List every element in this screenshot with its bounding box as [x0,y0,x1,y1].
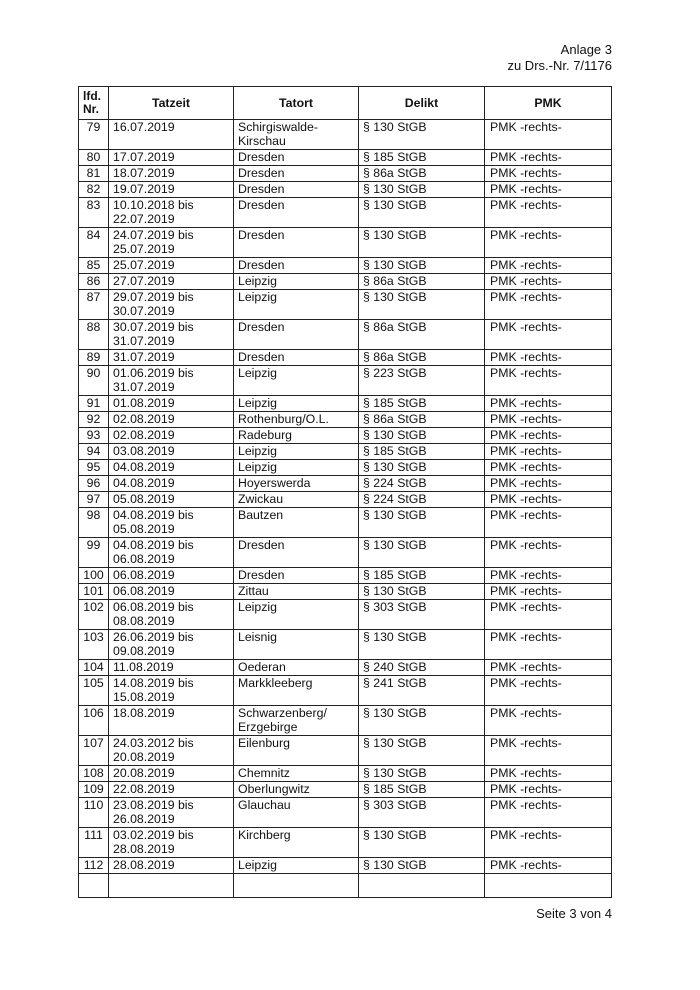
row-tatzeit: 31.07.2019 [109,350,234,366]
row-number: 82 [79,182,109,198]
row-pmk: PMK -rechts- [485,736,612,766]
row-pmk: PMK -rechts- [485,630,612,660]
row-tatzeit: 17.07.2019 [109,150,234,166]
table-row [79,412,612,428]
row-number: 104 [79,660,109,676]
row-tatzeit: 18.07.2019 [109,166,234,182]
empty-row [79,874,612,898]
table-row [79,660,612,676]
table-row [79,274,612,290]
row-tatort: Rothenburg/O.L. [234,412,359,428]
row-delikt: § 224 StGB [359,492,485,508]
row-number: 94 [79,444,109,460]
row-number: 91 [79,396,109,412]
row-pmk: PMK -rechts- [485,766,612,782]
row-number: 92 [79,412,109,428]
row-delikt: § 86a StGB [359,412,485,428]
row-delikt: § 130 StGB [359,120,485,150]
row-delikt: § 223 StGB [359,366,485,396]
row-tatzeit: 10.10.2018 bis 22.07.2019 [109,198,234,228]
row-tatzeit: 29.07.2019 bis 30.07.2019 [109,290,234,320]
row-number: 90 [79,366,109,396]
row-pmk: PMK -rechts- [485,706,612,736]
row-delikt: § 130 StGB [359,460,485,476]
row-tatzeit: 24.03.2012 bis 20.08.2019 [109,736,234,766]
row-tatort: Glauchau [234,798,359,828]
row-delikt: § 185 StGB [359,782,485,798]
table-row [79,492,612,508]
row-delikt: § 86a StGB [359,166,485,182]
row-number: 85 [79,258,109,274]
column-header-tatort: Tatort [234,87,359,120]
row-delikt: § 86a StGB [359,274,485,290]
row-number: 109 [79,782,109,798]
row-number: 96 [79,476,109,492]
empty-cell [79,874,109,898]
row-tatzeit: 01.08.2019 [109,396,234,412]
row-tatzeit: 02.08.2019 [109,412,234,428]
row-tatort: Chemnitz [234,766,359,782]
row-delikt: § 224 StGB [359,476,485,492]
row-pmk: PMK -rechts- [485,258,612,274]
empty-cell [109,874,234,898]
row-tatort: Oberlungwitz [234,782,359,798]
row-tatort: Leipzig [234,444,359,460]
table-row [79,706,612,736]
row-pmk: PMK -rechts- [485,782,612,798]
row-number: 103 [79,630,109,660]
row-delikt: § 130 StGB [359,766,485,782]
row-number: 100 [79,568,109,584]
table-row [79,350,612,366]
empty-cell [234,874,359,898]
column-header-pmk: PMK [485,87,612,120]
row-number: 79 [79,120,109,150]
row-pmk: PMK -rechts- [485,460,612,476]
row-tatzeit: 20.08.2019 [109,766,234,782]
row-number: 87 [79,290,109,320]
empty-cell [359,874,485,898]
row-pmk: PMK -rechts- [485,320,612,350]
row-tatzeit: 06.08.2019 [109,584,234,600]
row-tatort: Dresden [234,228,359,258]
row-tatort: Dresden [234,258,359,274]
row-tatzeit: 02.08.2019 [109,428,234,444]
table-row [79,630,612,660]
row-tatort: Zwickau [234,492,359,508]
row-delikt: § 130 StGB [359,706,485,736]
row-tatzeit: 04.08.2019 bis 05.08.2019 [109,508,234,538]
row-pmk: PMK -rechts- [485,228,612,258]
row-delikt: § 86a StGB [359,350,485,366]
row-pmk: PMK -rechts- [485,428,612,444]
row-tatzeit: 25.07.2019 [109,258,234,274]
print-number: zu Drs.-Nr. 7/1176 [507,58,612,73]
row-tatzeit: 01.06.2019 bis 31.07.2019 [109,366,234,396]
row-delikt: § 86a StGB [359,320,485,350]
table-row [79,198,612,228]
table-row [79,600,612,630]
row-delikt: § 130 StGB [359,858,485,874]
row-delikt: § 303 StGB [359,600,485,630]
row-delikt: § 185 StGB [359,444,485,460]
table-row [79,444,612,460]
row-number: 101 [79,584,109,600]
table-row [79,508,612,538]
row-tatort: Leipzig [234,858,359,874]
table-row [79,428,612,444]
row-tatort: Eilenburg [234,736,359,766]
table-row [79,782,612,798]
row-pmk: PMK -rechts- [485,476,612,492]
row-number: 106 [79,706,109,736]
row-pmk: PMK -rechts- [485,120,612,150]
row-tatort: Schwarzenberg/ Erzgebirge [234,706,359,736]
row-number: 108 [79,766,109,782]
row-pmk: PMK -rechts- [485,600,612,630]
table-row [79,320,612,350]
table-row [79,396,612,412]
row-number: 95 [79,460,109,476]
table-row [79,766,612,782]
row-pmk: PMK -rechts- [485,676,612,706]
table-header-row [79,87,612,120]
table-row [79,166,612,182]
row-number: 99 [79,538,109,568]
row-tatort: Bautzen [234,508,359,538]
row-pmk: PMK -rechts- [485,274,612,290]
row-number: 110 [79,798,109,828]
row-pmk: PMK -rechts- [485,584,612,600]
table-row [79,258,612,274]
table-row [79,290,612,320]
row-pmk: PMK -rechts- [485,166,612,182]
row-tatzeit: 19.07.2019 [109,182,234,198]
row-tatort: Leipzig [234,396,359,412]
row-tatort: Dresden [234,538,359,568]
row-delikt: § 130 StGB [359,828,485,858]
row-delikt: § 130 StGB [359,258,485,274]
row-pmk: PMK -rechts- [485,508,612,538]
table-row [79,828,612,858]
row-tatort: Schirgiswalde-Kirschau [234,120,359,150]
row-pmk: PMK -rechts- [485,568,612,584]
row-number: 88 [79,320,109,350]
row-pmk: PMK -rechts- [485,150,612,166]
row-tatort: Dresden [234,320,359,350]
row-delikt: § 130 StGB [359,584,485,600]
table-row [79,798,612,828]
row-pmk: PMK -rechts- [485,198,612,228]
row-number: 84 [79,228,109,258]
row-tatzeit: 24.07.2019 bis 25.07.2019 [109,228,234,258]
column-header-delikt: Delikt [359,87,485,120]
table-row [79,676,612,706]
row-pmk: PMK -rechts- [485,858,612,874]
document-reference [507,42,612,74]
row-delikt: § 130 StGB [359,228,485,258]
row-delikt: § 130 StGB [359,630,485,660]
row-number: 97 [79,492,109,508]
table-row [79,476,612,492]
row-number: 105 [79,676,109,706]
row-pmk: PMK -rechts- [485,538,612,568]
row-tatzeit: 23.08.2019 bis 26.08.2019 [109,798,234,828]
table-row [79,538,612,568]
row-pmk: PMK -rechts- [485,396,612,412]
row-tatzeit: 27.07.2019 [109,274,234,290]
table-row [79,736,612,766]
row-delikt: § 130 StGB [359,736,485,766]
row-tatort: Leipzig [234,290,359,320]
annex-label: Anlage 3 [560,42,612,57]
row-tatzeit: 30.07.2019 bis 31.07.2019 [109,320,234,350]
row-tatort: Leipzig [234,460,359,476]
column-header-tatzeit: Tatzeit [109,87,234,120]
row-delikt: § 130 StGB [359,508,485,538]
row-delikt: § 185 StGB [359,568,485,584]
row-tatort: Kirchberg [234,828,359,858]
row-tatzeit: 04.08.2019 [109,476,234,492]
row-delikt: § 130 StGB [359,538,485,568]
row-tatort: Leipzig [234,600,359,630]
row-delikt: § 130 StGB [359,182,485,198]
row-tatort: Dresden [234,198,359,228]
row-number: 89 [79,350,109,366]
row-number: 93 [79,428,109,444]
row-delikt: § 241 StGB [359,676,485,706]
row-delikt: § 240 StGB [359,660,485,676]
row-delikt: § 130 StGB [359,290,485,320]
row-tatort: Leipzig [234,274,359,290]
table-row [79,584,612,600]
row-number: 81 [79,166,109,182]
table-row [79,858,612,874]
row-tatzeit: 11.08.2019 [109,660,234,676]
row-tatort: Radeburg [234,428,359,444]
row-tatort: Oederan [234,660,359,676]
row-number: 107 [79,736,109,766]
row-tatzeit: 16.07.2019 [109,120,234,150]
row-pmk: PMK -rechts- [485,412,612,428]
column-header-nr: lfd. Nr. [79,87,109,120]
row-tatzeit: 05.08.2019 [109,492,234,508]
row-pmk: PMK -rechts- [485,350,612,366]
row-number: 83 [79,198,109,228]
row-tatzeit: 14.08.2019 bis 15.08.2019 [109,676,234,706]
row-tatzeit: 26.06.2019 bis 09.08.2019 [109,630,234,660]
row-tatort: Dresden [234,568,359,584]
row-tatort: Dresden [234,166,359,182]
row-tatzeit: 04.08.2019 [109,460,234,476]
row-number: 112 [79,858,109,874]
row-number: 102 [79,600,109,630]
table-row [79,568,612,584]
table-row [79,228,612,258]
row-pmk: PMK -rechts- [485,182,612,198]
table-row [79,182,612,198]
row-pmk: PMK -rechts- [485,828,612,858]
row-tatzeit: 03.02.2019 bis 28.08.2019 [109,828,234,858]
row-number: 111 [79,828,109,858]
row-number: 98 [79,508,109,538]
table-row [79,120,612,150]
row-tatort: Leipzig [234,366,359,396]
table-row [79,150,612,166]
row-tatort: Dresden [234,150,359,166]
row-tatzeit: 28.08.2019 [109,858,234,874]
row-tatort: Hoyerswerda [234,476,359,492]
empty-cell [485,874,612,898]
offense-table [78,86,612,898]
row-pmk: PMK -rechts- [485,366,612,396]
row-tatzeit: 22.08.2019 [109,782,234,798]
row-number: 80 [79,150,109,166]
row-delikt: § 130 StGB [359,198,485,228]
row-delikt: § 130 StGB [359,428,485,444]
row-tatort: Markkleeberg [234,676,359,706]
row-tatzeit: 06.08.2019 [109,568,234,584]
row-tatort: Dresden [234,182,359,198]
table-row [79,460,612,476]
row-tatzeit: 03.08.2019 [109,444,234,460]
row-delikt: § 185 StGB [359,396,485,412]
table-row [79,366,612,396]
row-number: 86 [79,274,109,290]
row-delikt: § 303 StGB [359,798,485,828]
row-pmk: PMK -rechts- [485,444,612,460]
row-tatzeit: 04.08.2019 bis 06.08.2019 [109,538,234,568]
row-delikt: § 185 StGB [359,150,485,166]
page-number: Seite 3 von 4 [536,906,612,921]
row-pmk: PMK -rechts- [485,660,612,676]
row-tatzeit: 18.08.2019 [109,706,234,736]
row-tatort: Leisnig [234,630,359,660]
row-tatzeit: 06.08.2019 bis 08.08.2019 [109,600,234,630]
row-pmk: PMK -rechts- [485,290,612,320]
row-pmk: PMK -rechts- [485,492,612,508]
table-body [79,120,612,898]
row-tatort: Zittau [234,584,359,600]
row-pmk: PMK -rechts- [485,798,612,828]
row-tatort: Dresden [234,350,359,366]
